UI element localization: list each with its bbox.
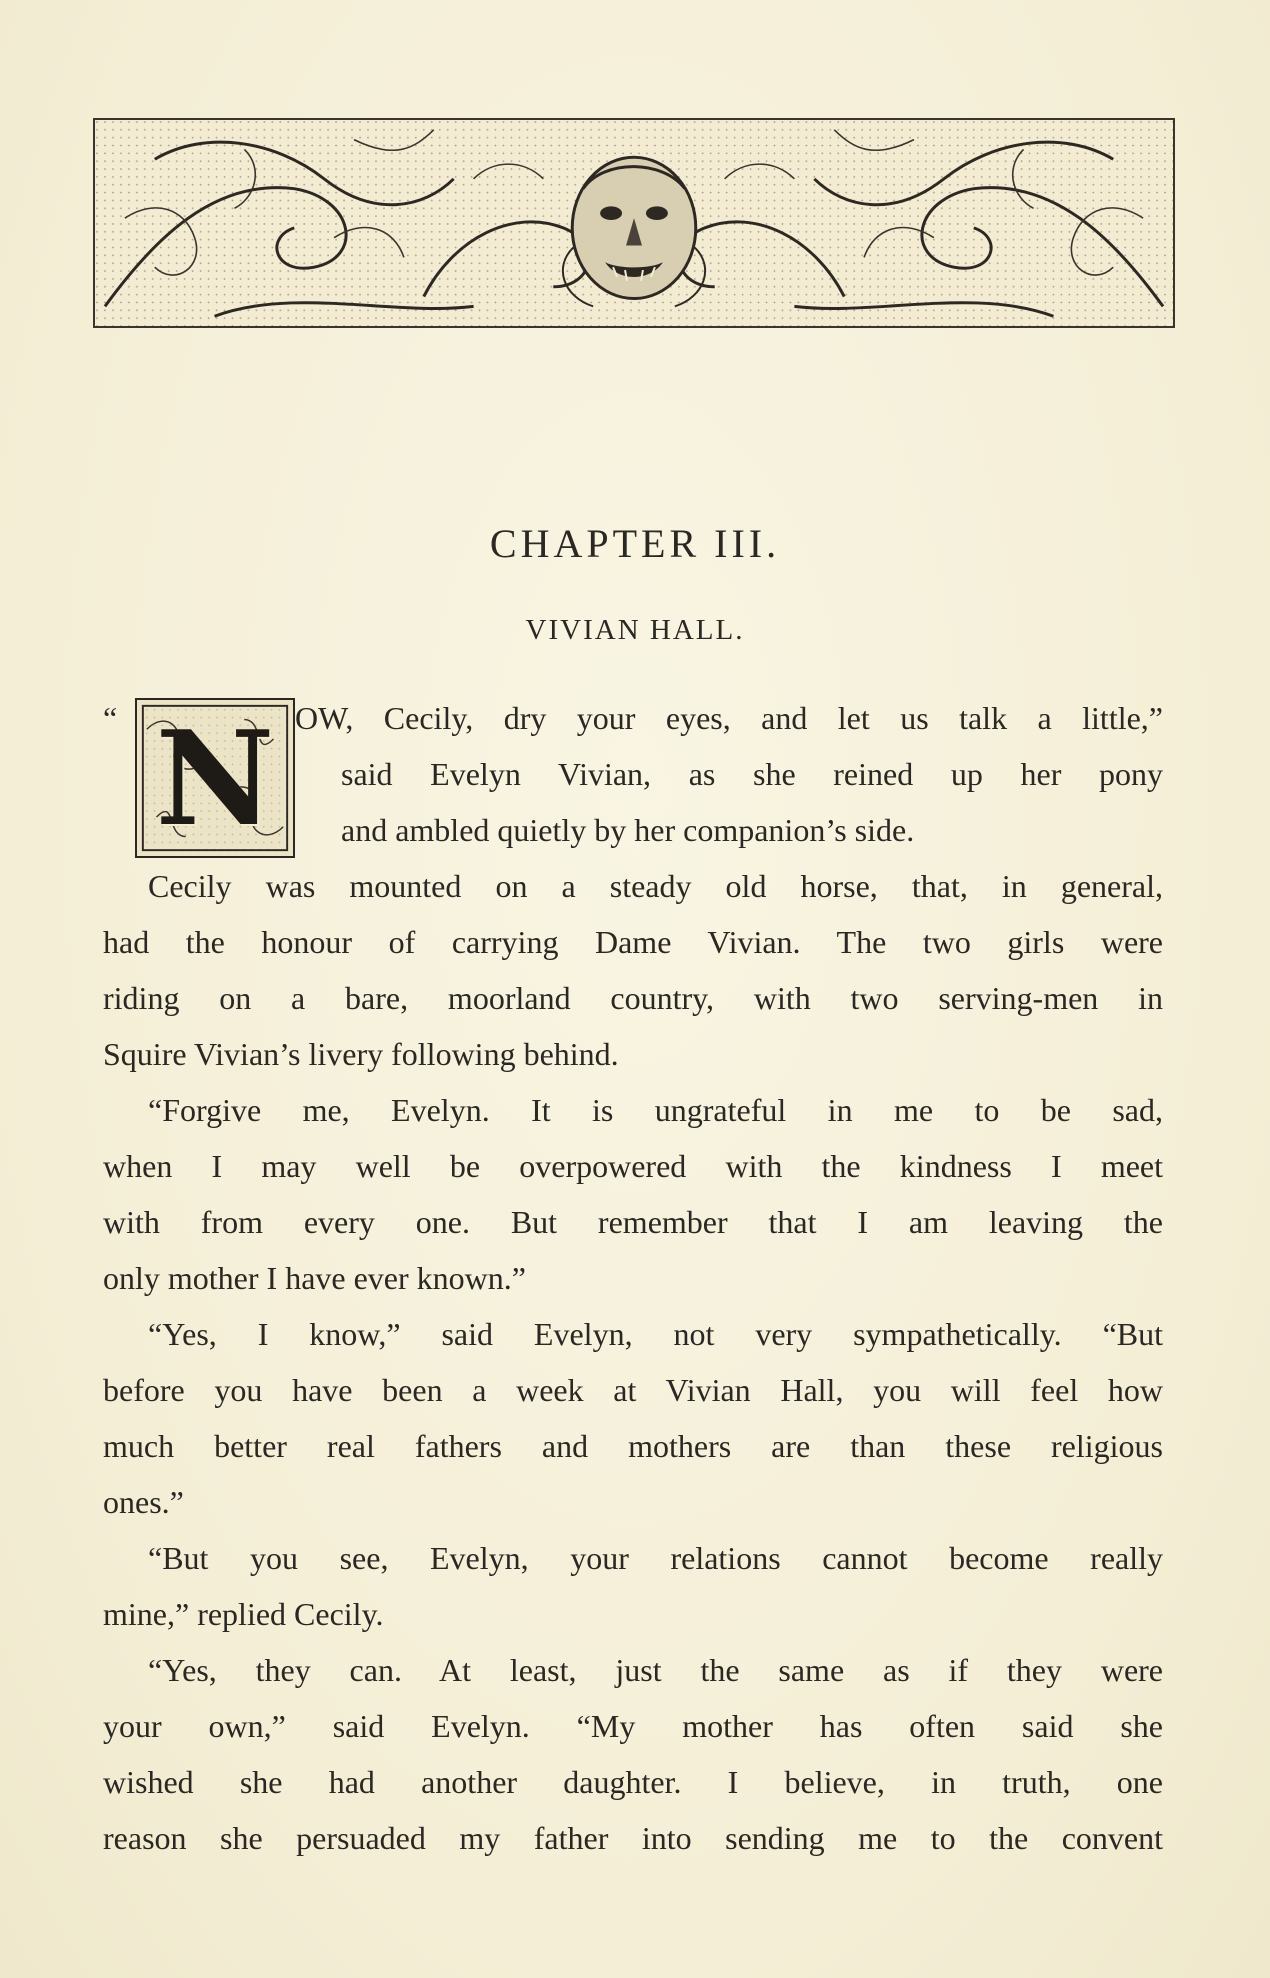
text-line: your own,” said Evelyn. “My mother has often said she <box>103 1708 1163 1744</box>
text-line: riding on a bare, moorland country, with two serving-men in <box>103 980 1163 1016</box>
opening-lines <box>295 690 1163 858</box>
chapter-title: CHAPTER III. <box>489 521 781 566</box>
text-line: wished she had another daughter. I believe, in truth, one <box>103 1764 1163 1800</box>
text-line: Cecily was mounted on a steady old horse, that, in general, <box>148 868 1163 904</box>
text-line: OW, Cecily, dry your eyes, and let us talk a little,” <box>295 700 1163 736</box>
initial-letter: N <box>155 701 275 855</box>
text-line: reason she persuaded my father into sending me to the convent <box>103 1820 1163 1856</box>
text-line: said Evelyn Vivian, as she reined up her pony <box>341 756 1163 792</box>
chapter-subtitle: VIVIAN HALL. <box>525 614 745 646</box>
text-line: with from every one. But remember that I am leaving the <box>103 1204 1163 1240</box>
text-line: when I may well be overpowered with the kindness I meet <box>103 1148 1163 1184</box>
text-line: “But you see, Evelyn, your relations cannot become really <box>148 1540 1163 1576</box>
text-line: and ambled quietly by her companion’s side. <box>341 812 915 848</box>
body-text <box>103 858 1163 1866</box>
text-line: only mother I have ever known.” <box>103 1260 526 1296</box>
text-line: “Yes, I know,” said Evelyn, not very sympathetically. “But <box>148 1316 1163 1352</box>
text-line: had the honour of carrying Dame Vivian. The two girls were <box>103 924 1163 960</box>
opening-quote-mark: “ <box>103 700 118 736</box>
decorated-initial <box>135 698 295 858</box>
text-line: “Forgive me, Evelyn. It is ungrateful in me to be sad, <box>148 1092 1163 1128</box>
text-line: mine,” replied Cecily. <box>103 1596 384 1632</box>
ornamental-headpiece <box>93 118 1175 328</box>
scrollwork-illustration <box>95 120 1173 326</box>
text-line: “Yes, they can. At least, just the same as if they were <box>148 1652 1163 1688</box>
text-line: Squire Vivian’s livery following behind. <box>103 1036 619 1072</box>
text-line: ones.” <box>103 1484 184 1520</box>
text-line: before you have been a week at Vivian Hall, you will feel how <box>103 1372 1163 1408</box>
text-line: much better real fathers and mothers are than these religious <box>103 1428 1163 1464</box>
